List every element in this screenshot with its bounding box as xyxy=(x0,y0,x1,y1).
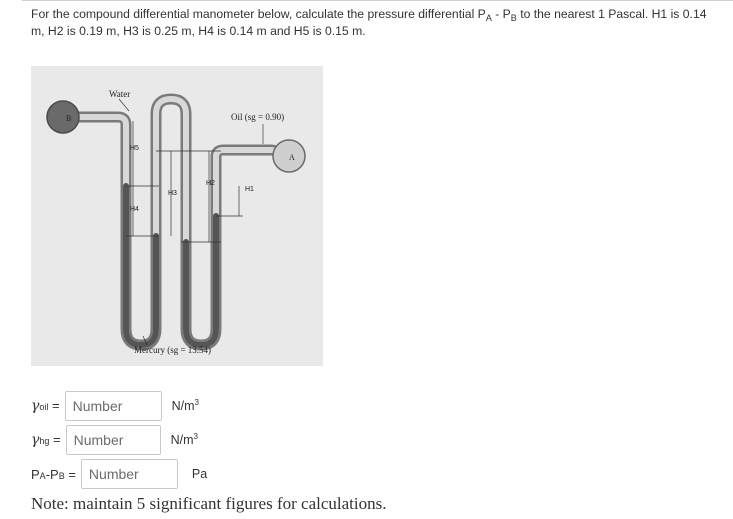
gamma-hg-unit: $N/m^3$ xyxy=(170,432,198,447)
label-h5: H5 xyxy=(130,145,139,152)
gamma-hg-input[interactable] xyxy=(66,425,161,455)
label-h3: H3 xyxy=(168,190,177,197)
note-text: Note: maintain 5 significant figures for calculations. xyxy=(31,494,387,513)
answer-row-pressure-diff xyxy=(31,459,207,489)
label-water: Water xyxy=(109,89,131,99)
gamma-oil-unit: $N/m^3$ xyxy=(171,398,199,413)
label-a: A xyxy=(289,153,295,162)
pressure-diff-input[interactable] xyxy=(81,459,178,489)
gamma-oil-input[interactable] xyxy=(65,391,162,421)
pressure-diff-label: P A -P B = xyxy=(31,466,76,482)
top-divider xyxy=(22,0,733,1)
label-h1: H1 xyxy=(245,186,254,193)
label-oil: Oil (sg = 0.90) xyxy=(231,112,285,122)
answer-row-gamma-hg xyxy=(31,425,198,455)
gamma-oil-label: γ oil = xyxy=(31,398,60,414)
label-h4: H4 xyxy=(130,206,139,213)
manometer-figure xyxy=(31,66,323,366)
gamma-hg-label: γ hg = xyxy=(31,432,61,448)
manometer-tube xyxy=(66,99,278,345)
pressure-diff-unit: Pa xyxy=(191,467,208,481)
label-h2: H2 xyxy=(206,180,215,187)
label-mercury: Mercury (sg = 13.54) xyxy=(134,345,212,355)
question-text: For the compound differential manometer below, calculate the pressure differential $P_A - P_B$ to the nearest 1 Pascal. H1 is 0.14 m, H2 is 0.19 m, H3 is 0.25 m, H4 is 0.14 m and H5 is 0.15 m. xyxy=(31,7,707,38)
manometer-diagram xyxy=(31,66,323,366)
vessel-b xyxy=(47,101,79,133)
label-b: B xyxy=(66,114,72,123)
answer-row-gamma-oil xyxy=(31,391,199,421)
